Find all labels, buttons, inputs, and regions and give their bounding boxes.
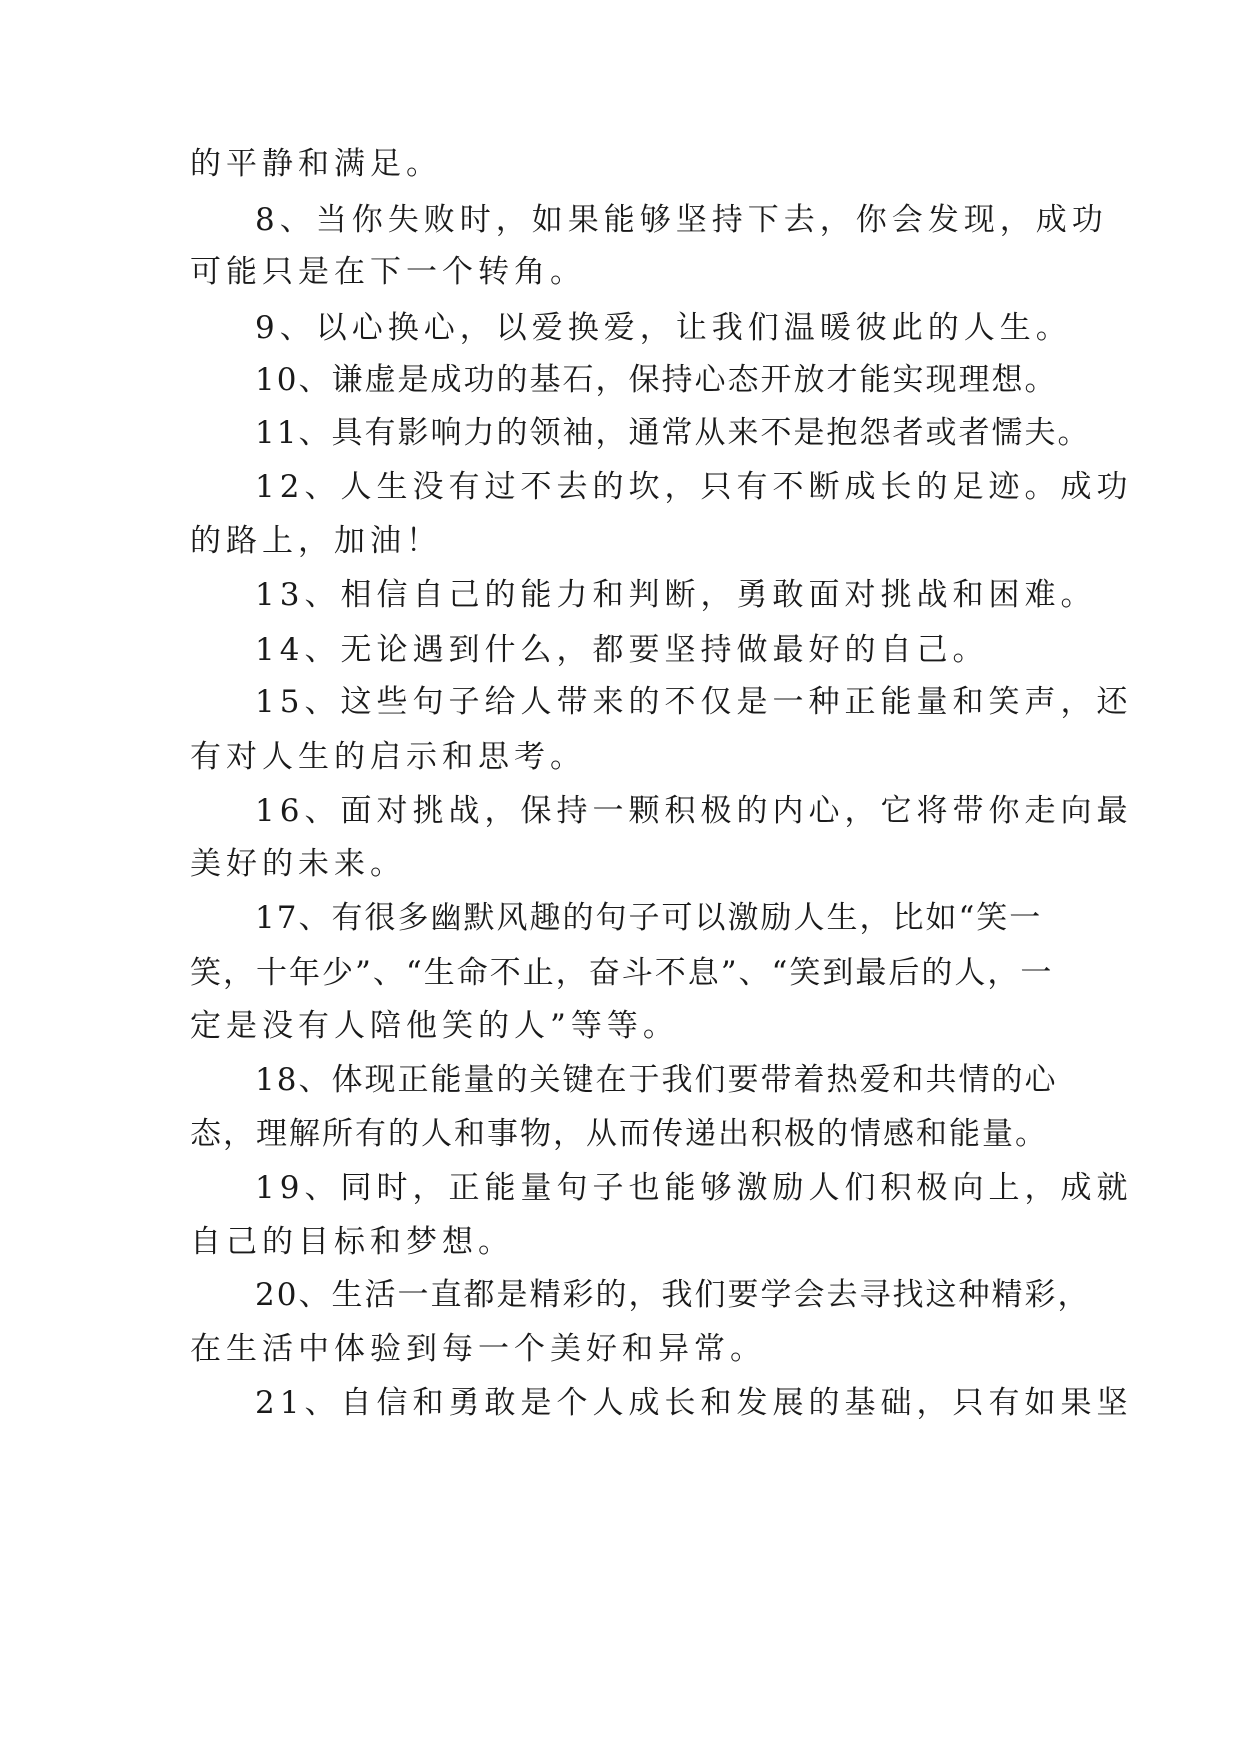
text-line: 9、以心换心，以爱换爱，让我们温暖彼此的人生。	[255, 310, 1072, 346]
text-line: 18、体现正能量的关键在于我们要带着热爱和共情的心	[255, 1062, 1058, 1098]
text-line: 笑，十年少”、“生命不止，奋斗不息”、“笑到最后的人，一	[190, 955, 1054, 991]
text-line: 12、人生没有过不去的坎，只有不断成长的足迹。成功	[255, 469, 1133, 505]
text-line: 19、同时，正能量句子也能够激励人们积极向上，成就	[255, 1170, 1133, 1206]
text-line: 21、自信和勇敢是个人成长和发展的基础，只有如果坚	[255, 1385, 1133, 1421]
text-line: 有对人生的启示和思考。	[190, 739, 586, 775]
text-line: 11、具有影响力的领袖，通常从来不是抱怨者或者懦夫。	[255, 415, 1091, 451]
text-line: 定是没有人陪他笑的人”等等。	[190, 1008, 679, 1044]
text-line: 美好的未来。	[190, 846, 406, 882]
text-line: 在生活中体验到每一个美好和异常。	[190, 1331, 766, 1367]
text-line: 态，理解所有的人和事物，从而传递出积极的情感和能量。	[190, 1116, 1048, 1152]
text-line: 的平静和满足。	[190, 146, 442, 182]
text-line: 14、无论遇到什么，都要坚持做最好的自己。	[255, 632, 989, 668]
text-line: 17、有很多幽默风趣的句子可以激励人生，比如“笑一	[255, 900, 1043, 936]
text-line: 8、当你失败时，如果能够坚持下去，你会发现，成功	[255, 202, 1108, 238]
text-line: 16、面对挑战，保持一颗积极的内心，它将带你走向最	[255, 793, 1133, 829]
text-line: 可能只是在下一个转角。	[190, 254, 586, 290]
text-line: 20、生活一直都是精彩的，我们要学会去寻找这种精彩，	[255, 1277, 1091, 1313]
text-line: 15、这些句子给人带来的不仅是一种正能量和笑声，还	[255, 684, 1133, 720]
text-line: 自己的目标和梦想。	[190, 1224, 514, 1260]
text-line: 10、谦虚是成功的基石，保持心态开放才能实现理想。	[255, 362, 1058, 398]
text-line: 13、相信自己的能力和判断，勇敢面对挑战和困难。	[255, 577, 1097, 613]
text-line: 的路上，加油！	[190, 523, 442, 559]
